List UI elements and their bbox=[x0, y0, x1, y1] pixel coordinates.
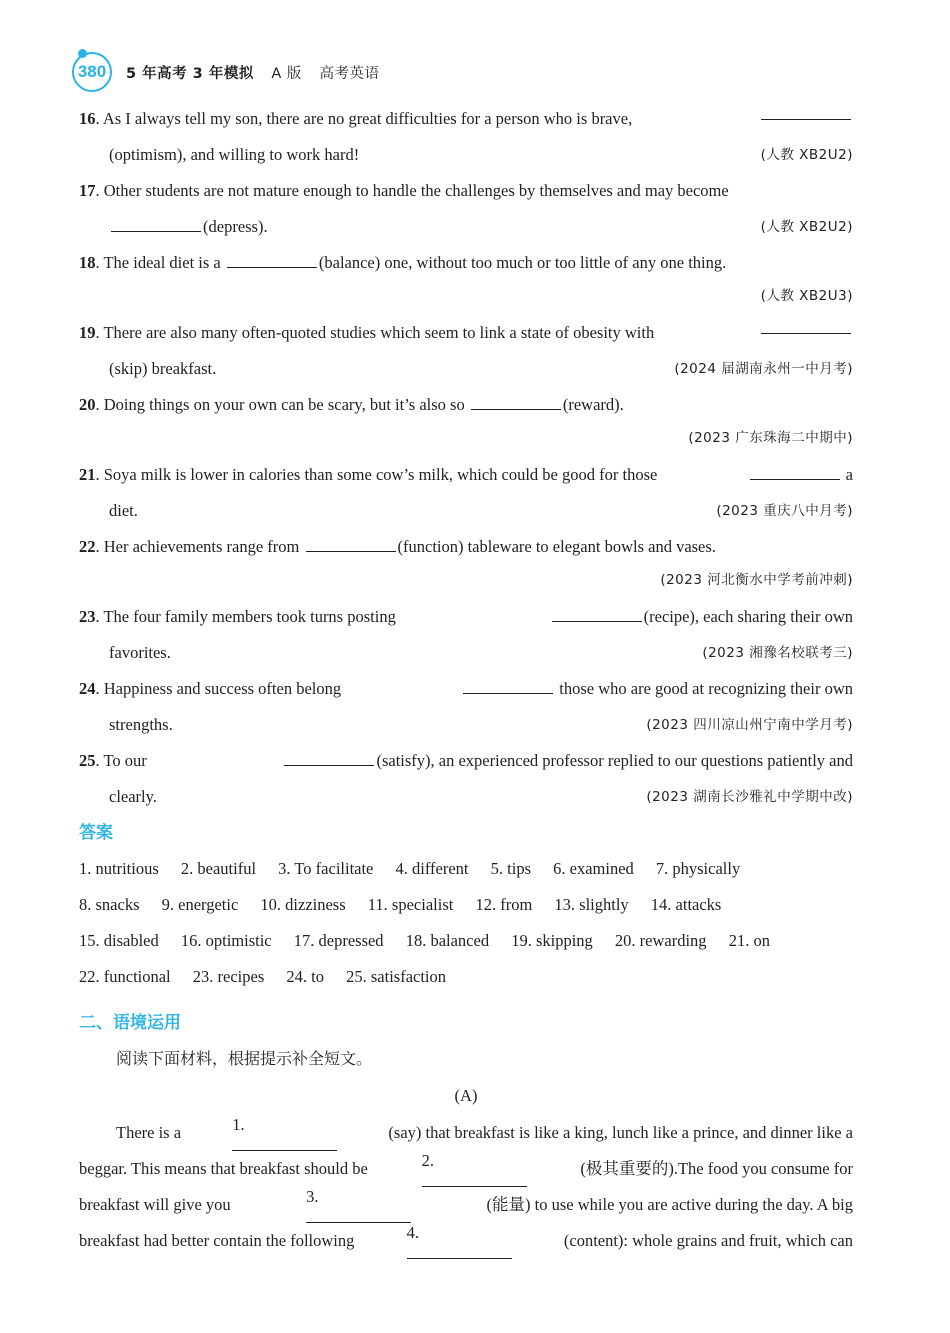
answer-item: 16. optimistic bbox=[180, 931, 272, 950]
question-text: (depress). bbox=[203, 217, 268, 236]
passage-line bbox=[79, 1115, 853, 1151]
question-text: (satisfy), an experienced professor replied to our questions patiently and bbox=[376, 751, 853, 770]
question-text: . Her achievements range from bbox=[95, 537, 300, 556]
question-number: 20 bbox=[79, 395, 96, 414]
question-source: (2023 四川凉山州宁南中学月考) bbox=[646, 717, 853, 733]
page-header bbox=[72, 50, 379, 94]
question-text: favorites. bbox=[109, 643, 171, 662]
question-text: those who are good at recognizing their own bbox=[559, 679, 853, 698]
answer-item: 11. specialist bbox=[367, 895, 454, 914]
question-text: (skip) breakfast. bbox=[109, 359, 217, 378]
question-number: 25 bbox=[79, 751, 96, 770]
question-text: . There are also many often-quoted studies which seem to link a state of obesity with bbox=[95, 323, 655, 342]
passage-blank: 4. bbox=[407, 1223, 512, 1259]
question-number: 18 bbox=[79, 253, 96, 272]
question-19 bbox=[79, 315, 853, 387]
question-text: a bbox=[845, 465, 853, 484]
question-line bbox=[79, 351, 853, 387]
answer-blank bbox=[227, 249, 317, 268]
answer-item: 21. on bbox=[728, 931, 770, 950]
question-24 bbox=[79, 671, 853, 743]
question-number: 23 bbox=[79, 607, 96, 626]
question-20 bbox=[79, 387, 853, 457]
question-17 bbox=[79, 173, 853, 245]
question-text: . Happiness and success often belong bbox=[95, 679, 342, 698]
answers-heading: 答案 bbox=[79, 823, 113, 843]
question-number: 16 bbox=[79, 109, 96, 128]
answer-item: 17. depressed bbox=[293, 931, 384, 950]
answer-item: 7. physically bbox=[655, 859, 741, 878]
answer-item: 23. recipes bbox=[192, 967, 265, 986]
book-subject: 高考英语 bbox=[319, 65, 380, 82]
question-text: (reward). bbox=[562, 395, 624, 414]
answer-item: 18. balanced bbox=[405, 931, 490, 950]
question-line bbox=[79, 635, 853, 671]
question-text: (function) tableware to elegant bowls and vases. bbox=[397, 537, 716, 556]
question-text: . Soya milk is lower in calories than some cow’s milk, which could be good for those bbox=[95, 465, 658, 484]
passage-text: (say) that breakfast is like a king, lunch like a prince, and dinner like a bbox=[388, 1123, 853, 1142]
answer-item: 1. nutritious bbox=[79, 859, 159, 878]
passage-text: There is a bbox=[116, 1123, 182, 1142]
question-source: (2023 湖南长沙雅礼中学期中改) bbox=[646, 789, 853, 805]
passage-text: breakfast had better contain the following bbox=[79, 1231, 355, 1250]
answer-blank bbox=[111, 213, 201, 232]
question-line bbox=[79, 173, 853, 209]
question-22 bbox=[79, 529, 853, 599]
question-text: . The ideal diet is a bbox=[95, 253, 221, 272]
question-25 bbox=[79, 743, 853, 815]
answer-line bbox=[79, 959, 853, 995]
answer-blank bbox=[750, 461, 840, 480]
passage-blank: 2. bbox=[422, 1151, 527, 1187]
passage-label: (A) bbox=[454, 1086, 478, 1105]
answer-item: 20. rewarding bbox=[614, 931, 707, 950]
answer-blank bbox=[552, 603, 642, 622]
question-text: (recipe), each sharing their own bbox=[643, 607, 853, 626]
answer-line bbox=[79, 851, 853, 887]
question-source: (人教 XB2U3) bbox=[760, 288, 853, 304]
question-number: 21 bbox=[79, 465, 96, 484]
passage-blank: 3. bbox=[306, 1187, 411, 1223]
question-number: 24 bbox=[79, 679, 96, 698]
question-text: . Other students are not mature enough to handle the challenges by themselves and may become bbox=[95, 181, 729, 200]
answer-item: 15. disabled bbox=[79, 931, 159, 950]
question-text: . Doing things on your own can be scary, but it’s also so bbox=[95, 395, 465, 414]
answer-item: 19. skipping bbox=[511, 931, 593, 950]
answer-blank bbox=[284, 747, 374, 766]
passage-text: beggar. This means that breakfast should be bbox=[79, 1159, 368, 1178]
answer-blank bbox=[471, 391, 561, 410]
answer-item: 9. energetic bbox=[161, 895, 239, 914]
answer-line bbox=[79, 923, 853, 959]
answer-item: 10. dizziness bbox=[260, 895, 346, 914]
passage-line bbox=[79, 1151, 853, 1187]
passage-line bbox=[79, 1187, 853, 1223]
question-source: (2024 届湖南永州一中月考) bbox=[674, 361, 853, 377]
question-line bbox=[79, 493, 853, 529]
question-line bbox=[79, 457, 853, 493]
question-line bbox=[79, 707, 853, 743]
question-text: clearly. bbox=[109, 787, 157, 806]
question-21 bbox=[79, 457, 853, 529]
book-series: 5 年高考 3 年模拟 bbox=[126, 65, 254, 82]
question-text: . To our bbox=[95, 751, 147, 770]
question-23 bbox=[79, 599, 853, 671]
question-line bbox=[79, 387, 853, 423]
question-source: (2023 重庆八中月考) bbox=[716, 503, 853, 519]
answer-item: 6. examined bbox=[553, 859, 634, 878]
question-text: (optimism), and willing to work hard! bbox=[109, 145, 360, 164]
question-line bbox=[79, 671, 853, 707]
question-text: (balance) one, without too much or too little of any one thing. bbox=[318, 253, 727, 272]
question-line bbox=[79, 315, 853, 351]
question-number: 22 bbox=[79, 537, 96, 556]
question-source: (2023 湘豫名校联考三) bbox=[702, 645, 853, 661]
question-text: . The four family members took turns posting bbox=[95, 607, 396, 626]
answer-blank bbox=[761, 315, 851, 334]
section-instruction: 阅读下面材料，根据提示补全短文。 bbox=[116, 1049, 373, 1068]
answer-line bbox=[79, 887, 853, 923]
question-line bbox=[79, 779, 853, 815]
question-line bbox=[79, 599, 853, 635]
question-source: (2023 广东珠海二中期中) bbox=[688, 430, 853, 446]
question-line bbox=[79, 529, 853, 565]
question-source: (人教 XB2U2) bbox=[760, 219, 853, 235]
question-line bbox=[79, 245, 853, 281]
question-18 bbox=[79, 245, 853, 315]
answer-item: 22. functional bbox=[79, 967, 171, 986]
question-line bbox=[79, 137, 853, 173]
answer-blank bbox=[463, 675, 553, 694]
book-edition: A 版 bbox=[271, 65, 302, 82]
question-text: . As I always tell my son, there are no great difficulties for a person who is brave, bbox=[95, 109, 633, 128]
answer-item: 14. attacks bbox=[650, 895, 722, 914]
answer-item: 24. to bbox=[286, 967, 324, 986]
question-line bbox=[79, 101, 853, 137]
answer-item: 13. slightly bbox=[554, 895, 629, 914]
question-line bbox=[79, 743, 853, 779]
passage-text: (content): whole grains and fruit, which can bbox=[563, 1231, 853, 1250]
answer-blank bbox=[306, 533, 396, 552]
question-number: 19 bbox=[79, 323, 96, 342]
answer-blank bbox=[761, 101, 851, 120]
question-line bbox=[79, 209, 853, 245]
question-16 bbox=[79, 101, 853, 173]
passage-line bbox=[79, 1223, 853, 1259]
passage-blank: 1. bbox=[232, 1115, 337, 1151]
book-title bbox=[126, 62, 379, 83]
answer-item: 4. different bbox=[395, 859, 469, 878]
answer-item: 2. beautiful bbox=[180, 859, 257, 878]
question-text: strengths. bbox=[109, 715, 173, 734]
question-source: (人教 XB2U2) bbox=[760, 147, 853, 163]
answer-item: 5. tips bbox=[490, 859, 531, 878]
passage-text: (极其重要的).The food you consume for bbox=[580, 1159, 853, 1178]
passage-text: (能量) to use while you are active during the day. A big bbox=[486, 1195, 853, 1214]
answer-item: 12. from bbox=[475, 895, 533, 914]
answer-item: 25. satisfaction bbox=[346, 967, 447, 986]
passage-text: breakfast will give you bbox=[79, 1195, 231, 1214]
section-heading: 二、语境运用 bbox=[79, 1013, 181, 1033]
page-number-badge: 380 bbox=[72, 52, 112, 92]
page-content bbox=[79, 101, 853, 1259]
answer-item: 8. snacks bbox=[79, 895, 140, 914]
answer-item: 3. To facilitate bbox=[278, 859, 374, 878]
question-text: diet. bbox=[109, 501, 138, 520]
question-number: 17 bbox=[79, 181, 96, 200]
question-source: (2023 河北衡水中学考前冲刺) bbox=[660, 572, 853, 588]
